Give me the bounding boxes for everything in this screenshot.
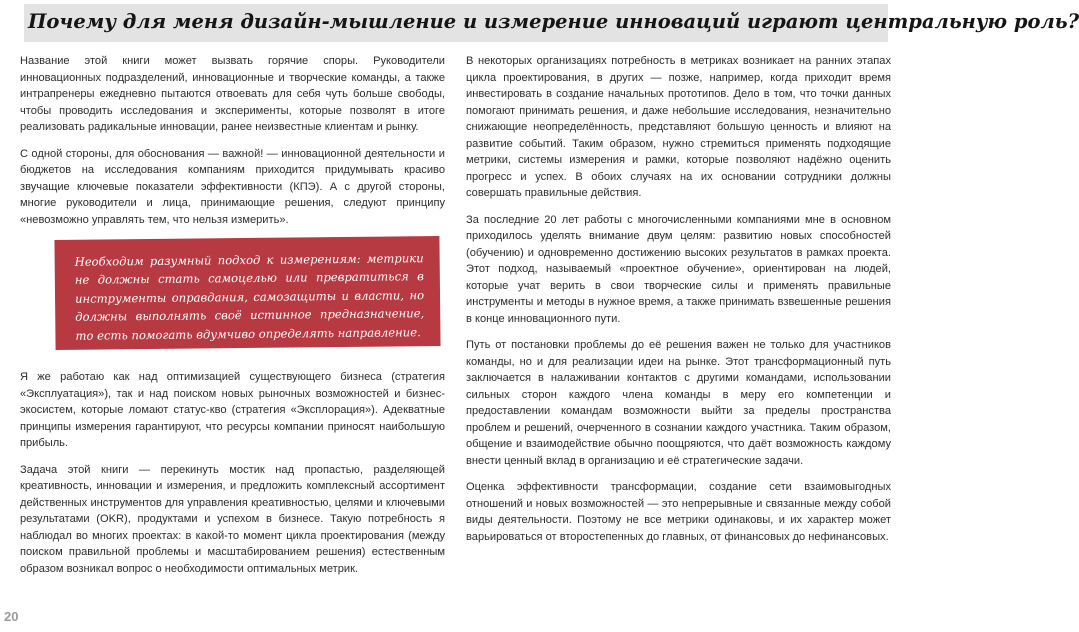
right-paragraph-2: За последние 20 лет работы с многочисленными компаниями мне в основном приходилось уделять внимание двум целям: развитию новых способностей (обучению) и одновременно достижению высоких результатов в рамках проекта. Этот подход, называемый «проектное обучение», ориентирован на людей, которые учат верить в свои творческие силы и применять правильные инструменты и методы в нужное время, а также принимать взвешенные решения в конце инновационного пути. — [466, 213, 891, 325]
page-title: Почему для меня дизайн-мышление и измерение инноваций играют центральную роль? — [28, 10, 1079, 33]
right-paragraph-1: В некоторых организациях потребность в метриках возникает на ранних этапах цикла проектирования, в других — позже, например, когда приходит время инвестировать в создание начальных прототипов. Дело в том, что точки данных помогают принимать решения, и даже небольшие исследования, незначительно снижающие неопределённость, представляют большую ценность и влияют на развитие событий. Таким образом, нужно стремиться применять подходящие метрики, системы измерения и рамки, которые позволяют надёжно оценить прогресс и успех. В обоих случаях на их основании сотрудники должны совершать правильные действия. — [466, 55, 891, 199]
right-paragraph-4: Оценка эффективности трансформации, создание сети взаимовыгодных отношений и новых возможностей — это непрерывные и связанные между собой виды деятельности. Поэтому не все метрики одинаковы, и их характер может варьироваться от второстепенных до главных, от финансовых до нефинансовых. — [466, 481, 891, 543]
right-paragraph-3: Путь от постановки проблемы до её решения важен не только для участников команды, но и для реализации идеи на рынке. Этот трансформационный путь заключается в налаживании контактов с другими командами, использовании сильных сторон каждого члена команды в меру его компетенции и предоставлении командам возможности выйти за пределы пространства проблем и решений, очерченного в сознании каждого участника. Таким образом, общение и взаимодействие обычно поощряются, что даёт возможность каждому внести ценный вклад в организацию и её стратегические задачи. — [466, 339, 891, 467]
left-paragraph-3: Я же работаю как над оптимизацией существующего бизнеса (стратегия «Эксплуатация»), так и над поиском новых рыночных возможностей и бизнес-экосистем, которые ломают статус-кво (стратегия «Эксплорация»). Адекватные принципы измерения гарантируют, что ресурсы компании приносят наибольшую прибыль. — [20, 371, 445, 449]
left-paragraph-4: Задача этой книги — перекинуть мостик над пропастью, разделяющей креативность, инновации и измерения, и предложить комплексный ассортимент действенных инструментов для управления креативностью, целями и ключевыми результатами (OKR), продуктами и успехом в бизнесе. Такую потребность я наблюдал во многих проектах: в какой-то момент цикла проектирования (между поиском правильной проблемы и масштабированием решения) естественным образом возникал вопрос о необходимости оптимальных метрик. — [20, 463, 445, 575]
left-column — [20, 53, 445, 587]
left-paragraph-2: С одной стороны, для обоснования — важной! — инновационной деятельности и бюджетов на исследования компаниям приходится придумывать красиво звучащие ключевые показатели эффективности (КПЭ). А с другой стороны, многие руководители и лица, принимающие решения, следуют принципу «невозможно управлять тем, что нельзя измерить». — [20, 147, 445, 226]
callout-box — [54, 236, 440, 350]
page-number: 20 — [4, 609, 19, 624]
left-paragraph-1: Название этой книги может вызвать горячие споры. Руководители инновационных подразделений, инновационные и творческие команды, а также интрапренеры ежедневно пытаются отвоевать для себя чуть больше свободы, чтобы проводить исследования и эксперименты, которые позволят в итоге реализовать радикальные инновации, ранее неизвестные клиентам и рынку. — [20, 55, 445, 133]
right-column — [466, 53, 891, 555]
callout-quote: Необходим разумный подход к измерениям: метрики не должны стать самоцелью или превратиться в инструменты оправдания, самозащиты и власти, но должны выполнять своё истинное предназначение, то есть помогать вдумчиво определять направление. — [74, 251, 425, 343]
